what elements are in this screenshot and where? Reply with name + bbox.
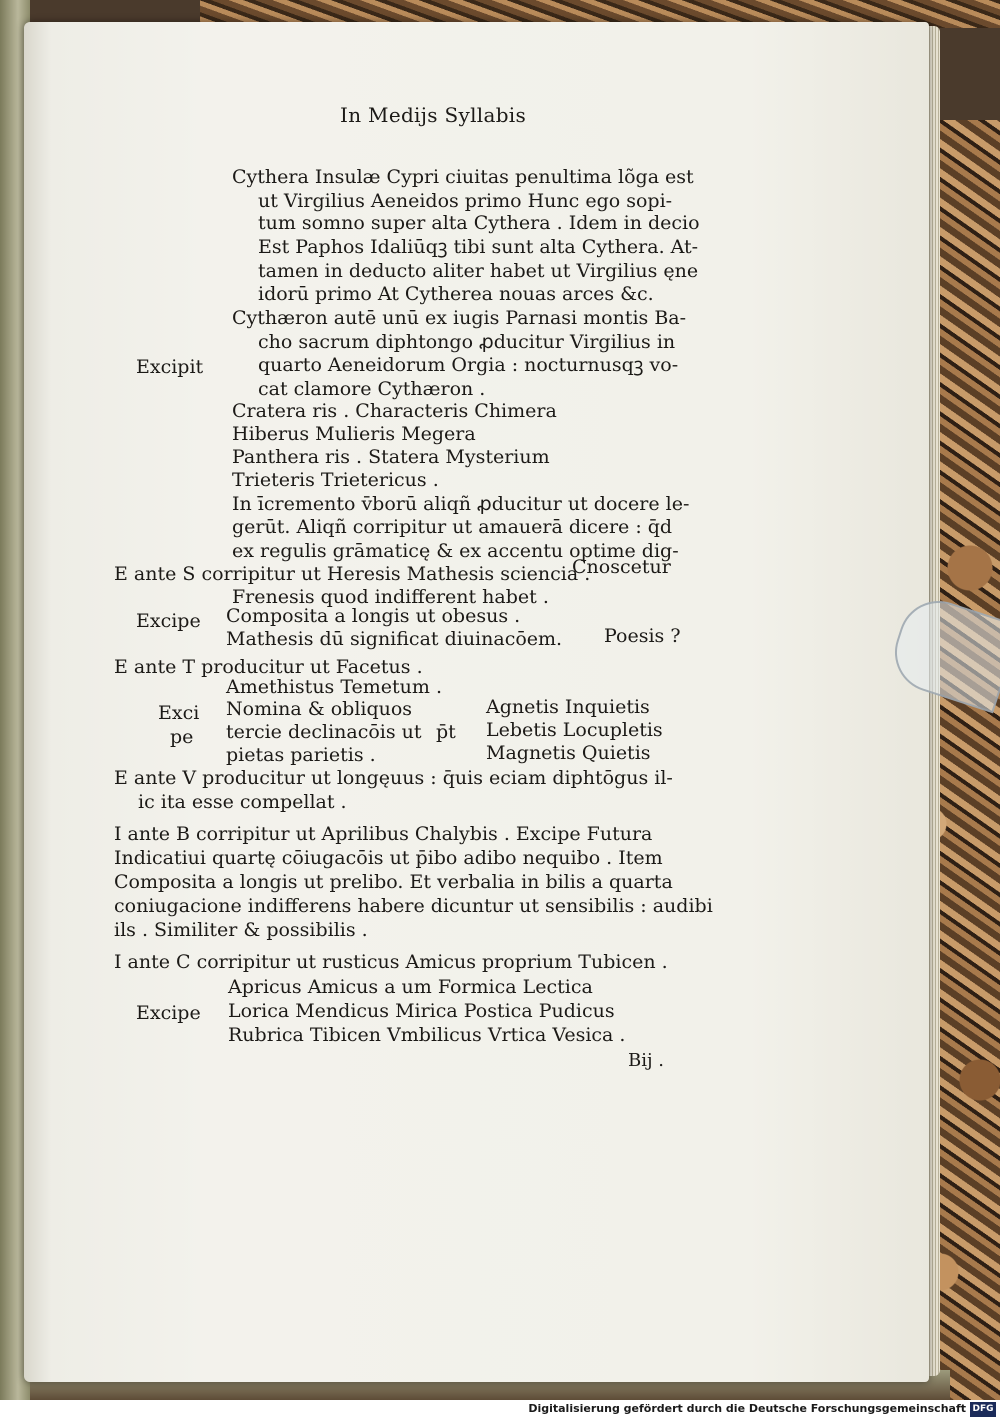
text-line: Cythæron autē unū ex iugis Parnasi montis Ba- — [232, 307, 687, 329]
text-line: Panthera ris . Statera Mysterium — [232, 446, 550, 468]
funding-credit: Digitalisierung gefördert durch die Deutsche Forschungsgemeinschaft — [528, 1402, 966, 1415]
text-line: coniugacione indifferens habere dicuntur ut sensibilis : audibi — [114, 895, 713, 917]
text-line: idorū primo At Cytherea nouas arces &c. — [258, 283, 654, 305]
text-line: Lebetis Locupletis — [486, 719, 663, 741]
text-line: cho sacrum diphtongo ꝓducitur Virgilius in — [258, 331, 676, 353]
text-line: E ante T producitur ut Facetus . — [114, 656, 423, 678]
text-line: pietas parietis . — [226, 744, 376, 766]
margin-note: Excipe — [136, 1002, 201, 1024]
margin-note: p̄t — [436, 721, 456, 743]
text-line: tamen in deducto aliter habet ut Virgilius ęne — [258, 260, 699, 282]
text-line: In īcremento v̄borū aliqñ ꝓducitur ut docere le- — [232, 493, 690, 515]
text-line: Magnetis Quietis — [486, 742, 651, 764]
text-line: Mathesis dū significat diuinacōem. — [226, 628, 563, 650]
margin-note: pe — [170, 726, 194, 748]
text-line: ex regulis grāmaticę & ex accentu optime dig- — [232, 540, 679, 562]
text-line: E ante S corripitur ut Heresis Mathesis sciencia . — [114, 563, 591, 585]
margin-note: Excipe — [136, 610, 201, 632]
text-line: Composita a longis ut obesus . — [226, 605, 521, 627]
margin-note: Poesis ? — [604, 625, 681, 647]
dfg-logo-icon: DFG — [970, 1402, 996, 1417]
text-line: Apricus Amicus a um Formica Lectica — [228, 976, 593, 998]
text-line: Cratera ris . Characteris Chimera — [232, 400, 557, 422]
text-line: Amethistus Temetum . — [226, 676, 443, 698]
margin-note: Exci — [158, 702, 200, 724]
text-line: E ante V producitur ut longęuus : q̄uis eciam diphtōgus il- — [114, 767, 673, 789]
running-header: In Medijs Syllabis — [340, 103, 527, 127]
text-line: Hiberus Mulieris Megera — [232, 423, 476, 445]
text-line: quarto Aeneidorum Orgia : nocturnusqꝫ vo- — [258, 354, 679, 376]
text-line: gerūt. Aliqñ corripitur ut amauerā dicere : q̄d — [232, 516, 673, 538]
text-line: I ante C corripitur ut rusticus Amicus proprium Tubicen . — [114, 951, 668, 973]
text-line: Cythera Insulæ Cypri ciuitas penultima lõga est — [232, 166, 694, 188]
text-line: Nomina & obliquos — [226, 698, 413, 720]
margin-note: Cnoscetur — [572, 556, 671, 578]
text-line: Composita a longis ut prelibo. Et verbalia in bilis a quarta — [114, 871, 673, 893]
text-line: cat clamore Cythæron . — [258, 378, 486, 400]
text-line: ut Virgilius Aeneidos primo Hunc ego sopi- — [258, 190, 673, 212]
footer-bar — [0, 1400, 1000, 1420]
text-line: Trieteris Trietericus . — [232, 469, 439, 491]
text-line: Est Paphos Idaliūqꝫ tibi sunt alta Cythera. At- — [258, 236, 699, 258]
text-line: tum somno super alta Cythera . Idem in decio — [258, 212, 700, 234]
margin-note: Excipit — [136, 356, 204, 378]
text-line: ils . Similiter & possibilis . — [114, 919, 368, 941]
text-line: ic ita esse compellat . — [138, 791, 347, 813]
text-line: Frenesis quod indifferent habet . — [232, 586, 549, 608]
text-line: Agnetis Inquietis — [486, 696, 650, 718]
text-line: Lorica Mendicus Mirica Postica Pudicus — [228, 1000, 615, 1022]
text-line: tercie declinacōis ut — [226, 721, 422, 743]
text-line: Rubrica Tibicen Vmbilicus Vrtica Vesica . — [228, 1024, 626, 1046]
text-line: Indicatiui quartę cōiugacōis ut p̄ibo adibo nequibo . Item — [114, 847, 663, 869]
text-line: I ante B corripitur ut Aprilibus Chalybis . Excipe Futura — [114, 823, 653, 845]
signature-mark: Bij . — [628, 1050, 665, 1071]
